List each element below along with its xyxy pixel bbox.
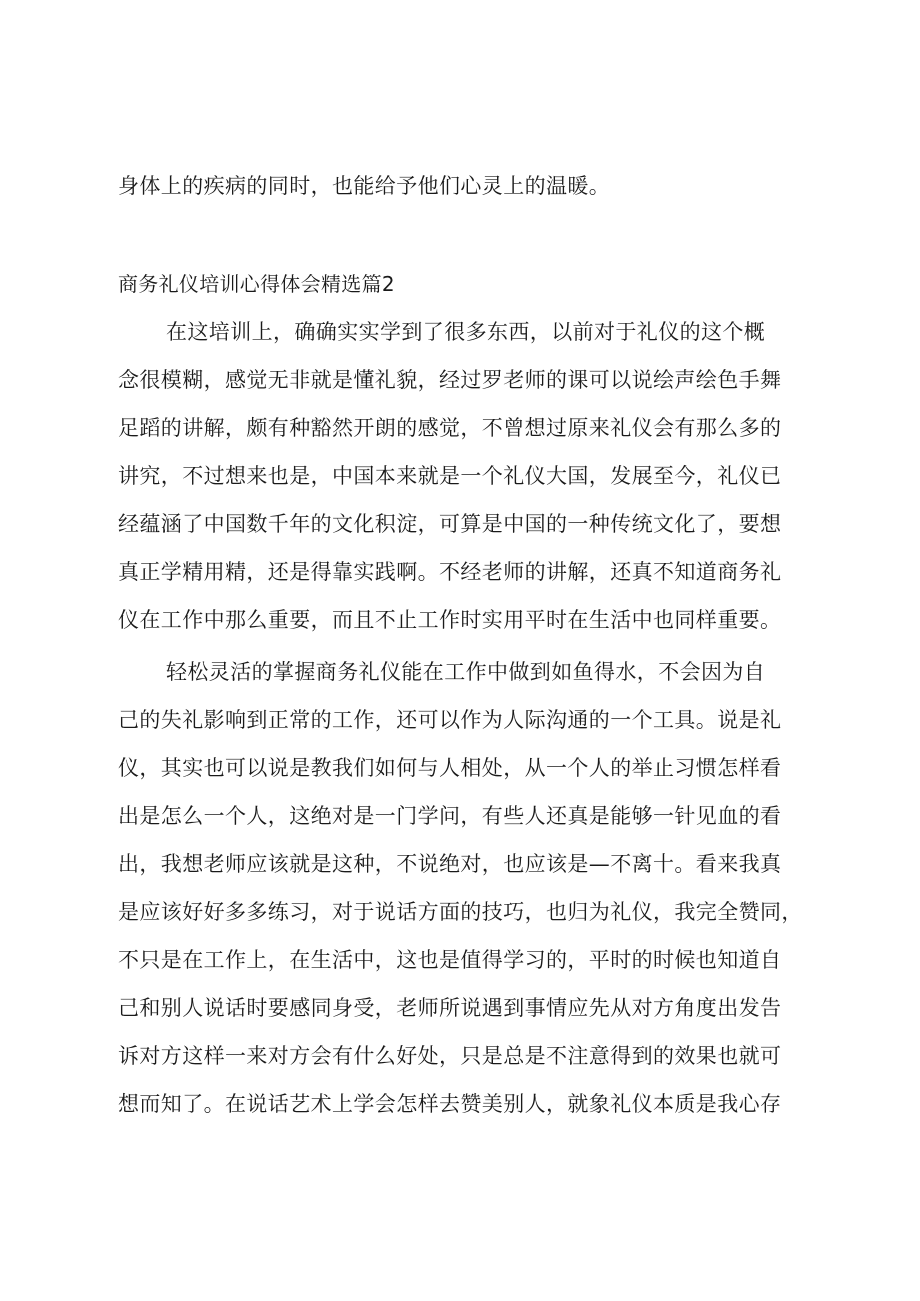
paragraph1-line-7: 仪在工作中那么重要，而且不止工作时实用平时在生活中也同样重要。 <box>118 608 782 632</box>
intro-tail-line: 身体上的疾病的同时，也能给予他们心灵上的温暖。 <box>118 174 611 198</box>
paragraph1-line-4: 讲究，不过想来也是，中国本来就是一个礼仪大国，发展至今，礼仪已 <box>118 464 782 488</box>
paragraph2-line-10: 想而知了。在说话艺术上学会怎样去赞美别人，就象礼仪本质是我心存 <box>118 1092 782 1116</box>
paragraph2-line-4: 出是怎么一个人，这绝对是一门学问，有些人还真是能够一针见血的看 <box>118 804 782 828</box>
paragraph2-line-7: 不只是在工作上，在生活中，这也是值得学习的，平时的时候也知道自 <box>118 948 782 972</box>
paragraph2-line-5: 出，我想老师应该就是这种，不说绝对，也应该是—不离十。看来我真 <box>118 852 782 876</box>
paragraph1-line-5: 经蕴涵了中国数千年的文化积淀，可算是中国的一种传统文化了，要想 <box>118 512 782 536</box>
paragraph1-line-3: 足蹈的讲解，颇有种豁然开朗的感觉，不曾想过原来礼仪会有那么多的 <box>118 416 782 440</box>
paragraph1-line-2: 念很模糊，感觉无非就是懂礼貌，经过罗老师的课可以说绘声绘色手舞 <box>118 368 782 392</box>
paragraph2-line-1: 轻松灵活的掌握商务礼仪能在工作中做到如鱼得水，不会因为自 <box>166 660 766 684</box>
paragraph2-line-2: 己的失礼影响到正常的工作，还可以作为人际沟通的一个工具。说是礼 <box>118 708 782 732</box>
paragraph2-line-8: 己和别人说话时要感同身受，老师所说遇到事情应先从对方角度出发告 <box>118 996 782 1020</box>
section-heading: 商务礼仪培训心得体会精选篇2 <box>118 272 395 296</box>
paragraph2-line-9: 诉对方这样一来对方会有什么好处，只是总是不注意得到的效果也就可 <box>118 1044 782 1068</box>
paragraph2-line-6: 是应该好好多多练习，对于说话方面的技巧，也归为礼仪，我完全赞同， <box>118 900 803 924</box>
paragraph1-line-1: 在这培训上，确确实实学到了很多东西，以前对于礼仪的这个概 <box>166 320 766 344</box>
paragraph1-line-6: 真正学精用精，还是得靠实践啊。不经老师的讲解，还真不知道商务礼 <box>118 560 782 584</box>
paragraph2-line-3: 仪，其实也可以说是教我们如何与人相处，从一个人的举止习惯怎样看 <box>118 756 782 780</box>
